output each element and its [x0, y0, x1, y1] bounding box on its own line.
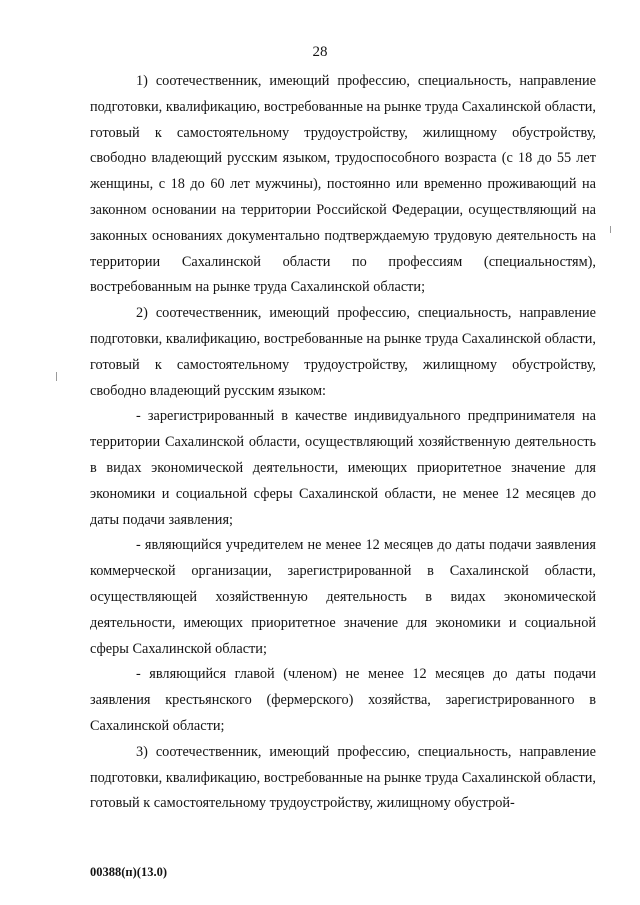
- paragraph-subitem-farm-head: - являющийся главой (членом) не менее 12 месяцев до даты подачи заявления крестьянского (фермерского) хозяйства, зарегистрированного в Сахалинской области;: [90, 666, 596, 734]
- document-code: 00388(п)(13.0): [90, 865, 167, 879]
- scan-mark-right: [610, 226, 611, 233]
- scan-mark-left: [56, 372, 57, 381]
- page-number: 28: [312, 44, 328, 60]
- paragraph-item-3: 3) соотечественник, имеющий профессию, специальность, направление подготовки, квалификацию, востребованные на рынке труда Сахалинской области, готовый к самостоятельному трудоустройству, жилищному обустрой-: [90, 743, 596, 812]
- paragraph-item-1: 1) соотечественник, имеющий профессию, специальность, направление подготовки, квалификацию, востребованные на рынке труда Сахалинской области, готовый к самостоятельному трудоустройству, жилищному обустройству, свободно владеющий русским языком, трудоспособного возраста (с 18 до 55 лет женщины, с 18 до 60 лет мужчины), постоянно или временно проживающий на законном основании на территории Российской Федерации, осуществляющий на законных основаниях документально подтверждаемую трудовую деятельность на территории Сахалинской области по профессиям (специальностям), востребованным на рынке труда Сахалинской области;: [90, 73, 596, 296]
- paragraph-subitem-founder: - являющийся учредителем не менее 12 месяцев до даты подачи заявления коммерческой организации, зарегистрированной в Сахалинской области, осуществляющей хозяйственную деятельность в видах экономической деятельности, имеющих приоритетное значение для экономики и социальной сферы Сахалинской области;: [90, 537, 596, 657]
- document-body: [90, 69, 596, 817]
- paragraph-item-2: 2) соотечественник, имеющий профессию, специальность, направление подготовки, квалификацию, востребованные на рынке труда Сахалинской области, готовый к самостоятельному трудоустройству, жилищному обустройству, свободно владеющий русским языком:: [90, 305, 596, 399]
- paragraph-subitem-entrepreneur: - зарегистрированный в качестве индивидуального предпринимателя на территории Сахалинской области, осуществляющий хозяйственную деятельность в видах экономической деятельности, имеющих приоритетное значение для экономики и социальной сферы Сахалинской области, не менее 12 месяцев до даты подачи заявления;: [90, 408, 596, 528]
